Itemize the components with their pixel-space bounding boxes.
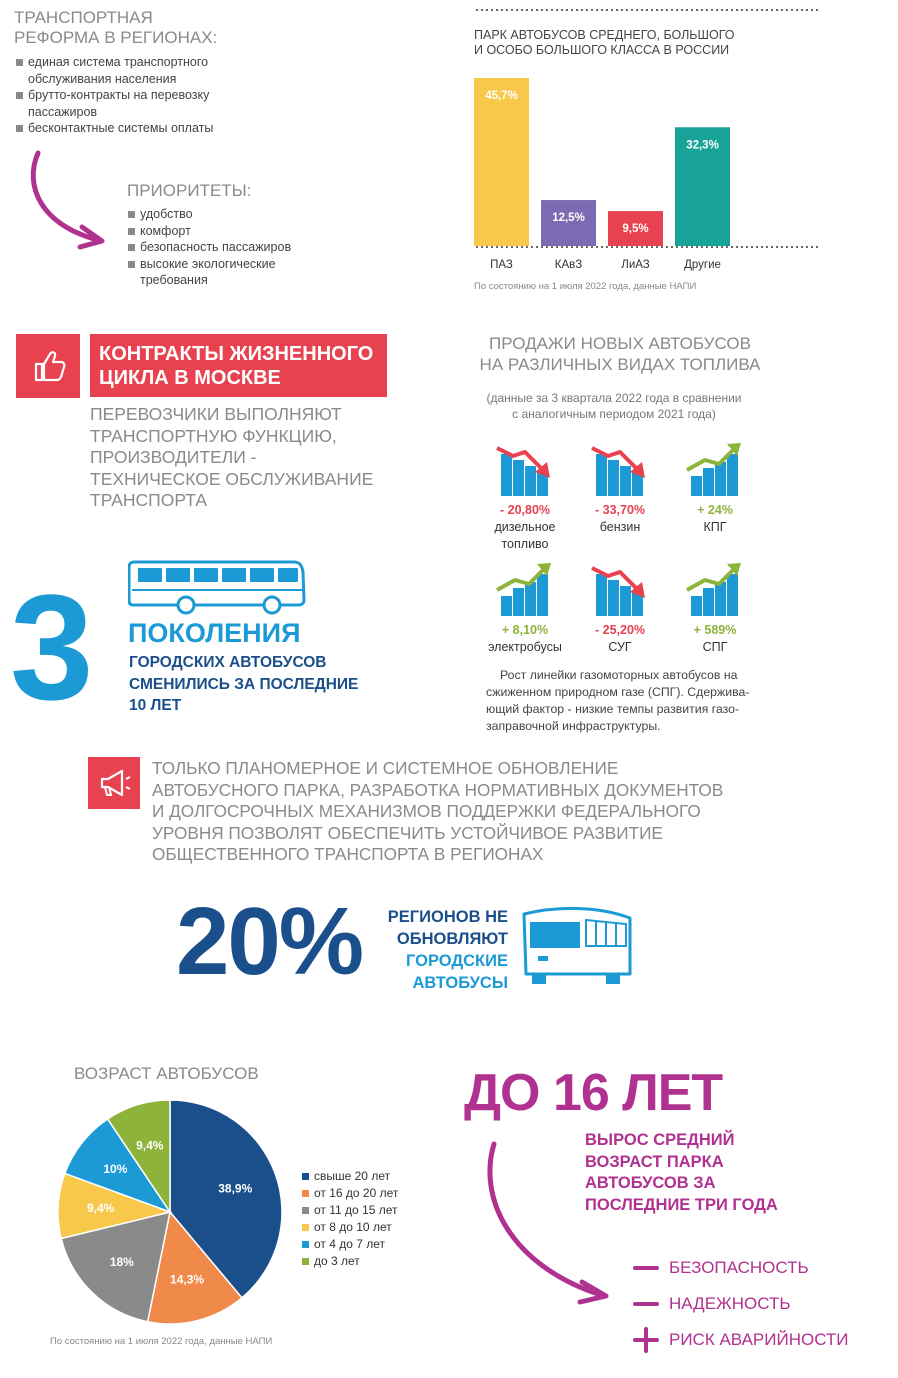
fuel-type-label: дизельное: [494, 520, 556, 534]
trend-down-icon: [495, 438, 555, 498]
minus-icon: [633, 1255, 659, 1281]
fleet-chart-title-line2: И ОСОБО БОЛЬШОГО КЛАССА В РОССИИ: [474, 43, 730, 57]
bar-value-label: 32,3%: [686, 139, 719, 152]
reform-item: бесконтактные системы оплаты: [16, 120, 236, 137]
fuel-item: [580, 558, 660, 656]
fuel-change-value: - 33,70%: [594, 503, 646, 517]
fuel-title-line2: НА РАЗЛИЧНЫХ ВИДАХ ТОПЛИВА: [479, 355, 761, 374]
contracts-title-line1: КОНТРАКТЫ ЖИЗНЕННОГО: [99, 343, 374, 365]
megaphone-icon: [88, 757, 140, 809]
fuel-item: [580, 438, 660, 536]
statement-line: ТОЛЬКО ПЛАНОМЕРНОЕ И СИСТЕМНОЕ ОБНОВЛЕНИЕ: [152, 758, 619, 778]
plus-icon: [633, 1327, 659, 1353]
pie-slice-label: 9,4%: [136, 1138, 164, 1153]
thumbs-up-icon: [16, 334, 80, 398]
fuel-item: [485, 558, 565, 656]
fuel-description-line: заправочной инфраструктуры.: [486, 719, 661, 733]
contracts-title-line2: ЦИКЛА В МОСКВЕ: [99, 367, 281, 389]
regions-text-line: РЕГИОНОВ НЕ: [387, 908, 508, 926]
reform-title-line1: ТРАНСПОРТНАЯ: [14, 8, 153, 27]
fuel-note-line2: с аналогичным периодом 2021 года): [512, 407, 716, 421]
contracts-text-line: ТРАНСПОРТНУЮ ФУНКЦИЮ,: [90, 425, 337, 446]
minus-icon: [633, 1291, 659, 1317]
priority-item: комфорт: [128, 223, 318, 240]
regions-text: [382, 906, 508, 994]
age-growth-text-line: ПОСЛЕДНИЕ ТРИ ГОДА: [585, 1195, 778, 1214]
effect-label: БЕЗОПАСНОСТЬ: [669, 1258, 809, 1277]
curved-arrow-icon: [20, 145, 115, 255]
regions-text-line: ГОРОДСКИЕ: [406, 952, 508, 970]
legend-item: [302, 1253, 398, 1270]
bus-front-icon: [518, 904, 634, 988]
priority-item: безопасность пассажиров: [128, 239, 318, 256]
fuel-change-value: - 25,20%: [594, 623, 646, 637]
legend-item: [302, 1219, 398, 1236]
effect-label: НАДЕЖНОСТЬ: [669, 1294, 791, 1313]
fuel-description-line: ющий фактор - низкие темпы развития газо-: [486, 702, 740, 716]
legend-label: свыше 20 лет: [314, 1169, 391, 1183]
fuel-item: [675, 438, 755, 536]
bar-value-label: 12,5%: [552, 212, 585, 225]
fuel-change-value: - 20,80%: [499, 503, 551, 517]
legend-label: до 3 лет: [314, 1254, 360, 1268]
trend-down-icon: [590, 438, 650, 498]
priority-item: высокие экологические требования: [128, 256, 318, 289]
pie-slice-label: 10%: [103, 1162, 128, 1177]
effects-list: [633, 1250, 849, 1358]
priorities-list: [128, 206, 318, 289]
contracts-title-box: [90, 334, 387, 397]
generations-text: [129, 652, 358, 717]
age-growth-value: ДО 16 ЛЕТ: [464, 1064, 723, 1122]
fuel-item: [485, 438, 565, 553]
bar-value-label: 9,5%: [622, 223, 649, 236]
pie-slice-label: 38,9%: [218, 1181, 253, 1196]
fleet-chart-title-line1: ПАРК АВТОБУСОВ СРЕДНЕГО, БОЛЬШОГО: [474, 28, 735, 42]
statement-line: АВТОБУСНОГО ПАРКА, РАЗРАБОТКА НОРМАТИВНЫХ ДОКУМЕНТОВ: [152, 779, 724, 800]
fuel-type-label: электробусы: [488, 640, 562, 654]
fuel-description-line: Рост линейки газомоторных автобусов на: [500, 668, 738, 682]
statement-text: [152, 758, 723, 866]
reform-item: единая система транспортного обслуживания населения: [16, 54, 236, 87]
contracts-text-line: ТРАНСПОРТА: [90, 490, 207, 510]
age-chart-source: По состоянию на 1 июля 2022 года, данные НАПИ: [50, 1336, 273, 1347]
fuel-note-line1: (данные за 3 квартала 2022 года в сравнении: [486, 391, 742, 405]
reform-title-line2: РЕФОРМА В РЕГИОНАХ:: [14, 28, 218, 47]
bar-category-label: КАвЗ: [554, 259, 583, 271]
fuel-type-label: бензин: [599, 520, 641, 534]
statement-line: ОБЩЕСТВЕННОГО ТРАНСПОРТА В РЕГИОНАХ: [152, 844, 544, 864]
trend-up-icon: [685, 558, 745, 618]
trend-down-icon: [590, 558, 650, 618]
effect-item: [633, 1250, 849, 1286]
contracts-text-line: ПРОИЗВОДИТЕЛИ -: [90, 447, 257, 467]
age-growth-text-line: ВЫРОС СРЕДНИЙ: [585, 1131, 735, 1149]
pie-slice-label: 14,3%: [170, 1272, 205, 1287]
age-chart-title: ВОЗРАСТ АВТОБУСОВ: [74, 1064, 259, 1083]
fuel-item: [675, 558, 755, 656]
generations-text-line: СМЕНИЛИСЬ ЗА ПОСЛЕДНИЕ: [129, 675, 359, 693]
fuel-change-value: + 589%: [693, 623, 737, 637]
reform-title: [14, 8, 217, 48]
legend-label: от 11 до 15 лет: [314, 1203, 398, 1217]
pie-slice-label: 9,4%: [86, 1201, 115, 1216]
priority-item: удобство: [128, 206, 318, 223]
megaphone-icon-box: [88, 757, 140, 809]
contracts-text-line: ТЕХНИЧЕСКОЕ ОБСЛУЖИВАНИЕ: [90, 468, 374, 489]
fuel-note: [464, 390, 764, 422]
legend-swatch: [302, 1224, 309, 1231]
trend-up-icon: [495, 558, 555, 618]
age-chart-legend: [302, 1168, 398, 1270]
effect-item: [633, 1286, 849, 1322]
bar-category-label: ЛиАЗ: [621, 259, 650, 271]
legend-item: [302, 1202, 398, 1219]
contracts-icon-box: [16, 334, 80, 398]
generations-text-line: 10 ЛЕТ: [129, 697, 182, 714]
fuel-grid: [485, 438, 755, 658]
regions-text-line: АВТОБУСЫ: [412, 974, 508, 992]
legend-item: [302, 1236, 398, 1253]
legend-label: от 4 до 7 лет: [314, 1237, 386, 1251]
generations-title: ПОКОЛЕНИЯ: [128, 618, 301, 648]
legend-label: от 16 до 20 лет: [314, 1186, 399, 1200]
bar-value-label: 45,7%: [485, 90, 518, 102]
legend-item: [302, 1185, 398, 1202]
fleet-bar-chart: [468, 0, 823, 280]
regions-value: 20%: [176, 888, 363, 995]
fuel-title-line1: ПРОДАЖИ НОВЫХ АВТОБУСОВ: [489, 334, 751, 353]
curved-arrow-icon: [478, 1136, 618, 1306]
legend-swatch: [302, 1207, 309, 1214]
fuel-type-label: КПГ: [703, 520, 727, 534]
bar-category-label: ПАЗ: [490, 259, 513, 271]
contracts-text-line: ПЕРЕВОЗЧИКИ ВЫПОЛНЯЮТ: [90, 404, 342, 424]
fuel-title: [470, 333, 770, 375]
legend-swatch: [302, 1173, 309, 1180]
fuel-type-label: СПГ: [702, 640, 728, 654]
bar: [474, 78, 529, 246]
pie-slice-label: 18%: [109, 1255, 134, 1270]
fuel-type-label: СУГ: [608, 640, 632, 654]
priorities-title: ПРИОРИТЕТЫ:: [127, 181, 252, 200]
legend-swatch: [302, 1258, 309, 1265]
fuel-change-value: + 24%: [697, 503, 733, 517]
fuel-change-value: + 8,10%: [501, 623, 549, 637]
contracts-text: [90, 404, 373, 512]
age-growth-text-line: АВТОБУСОВ ЗА: [585, 1174, 716, 1192]
bus-icon: [128, 556, 306, 616]
effect-item: [633, 1322, 849, 1358]
reform-list: [16, 54, 236, 137]
trend-up-icon: [685, 438, 745, 498]
legend-swatch: [302, 1190, 309, 1197]
legend-label: от 8 до 10 лет: [314, 1220, 392, 1234]
age-pie-chart: [55, 1097, 295, 1337]
fleet-chart-source: По состоянию на 1 июля 2022 года, данные НАПИ: [474, 281, 697, 292]
statement-line: И ДОЛГОСРОЧНЫХ МЕХАНИЗМОВ ПОДДЕРЖКИ ФЕДЕРАЛЬНОГО: [152, 801, 701, 821]
legend-item: [302, 1168, 398, 1185]
bar-category-label: Другие: [684, 259, 721, 271]
statement-line: УРОВНЯ ПОЗВОЛЯТ ОБЕСПЕЧИТЬ УСТОЙЧИВОЕ РАЗВИТИЕ: [152, 822, 663, 843]
regions-text-line: ОБНОВЛЯЮТ: [396, 930, 508, 948]
reform-item: брутто-контракты на перевозку пассажиров: [16, 87, 236, 120]
effect-label: РИСК АВАРИЙНОСТИ: [669, 1330, 849, 1349]
legend-swatch: [302, 1241, 309, 1248]
fuel-type-label: топливо: [501, 537, 549, 551]
generations-number: 3: [10, 563, 94, 731]
age-growth-text-line: ВОЗРАСТ ПАРКА: [585, 1152, 724, 1171]
generations-text-line: ГОРОДСКИХ АВТОБУСОВ: [129, 654, 327, 671]
fuel-description-line: сжиженном природном газе (СПГ). Сдержива-: [486, 685, 750, 699]
fuel-description: [486, 667, 774, 735]
